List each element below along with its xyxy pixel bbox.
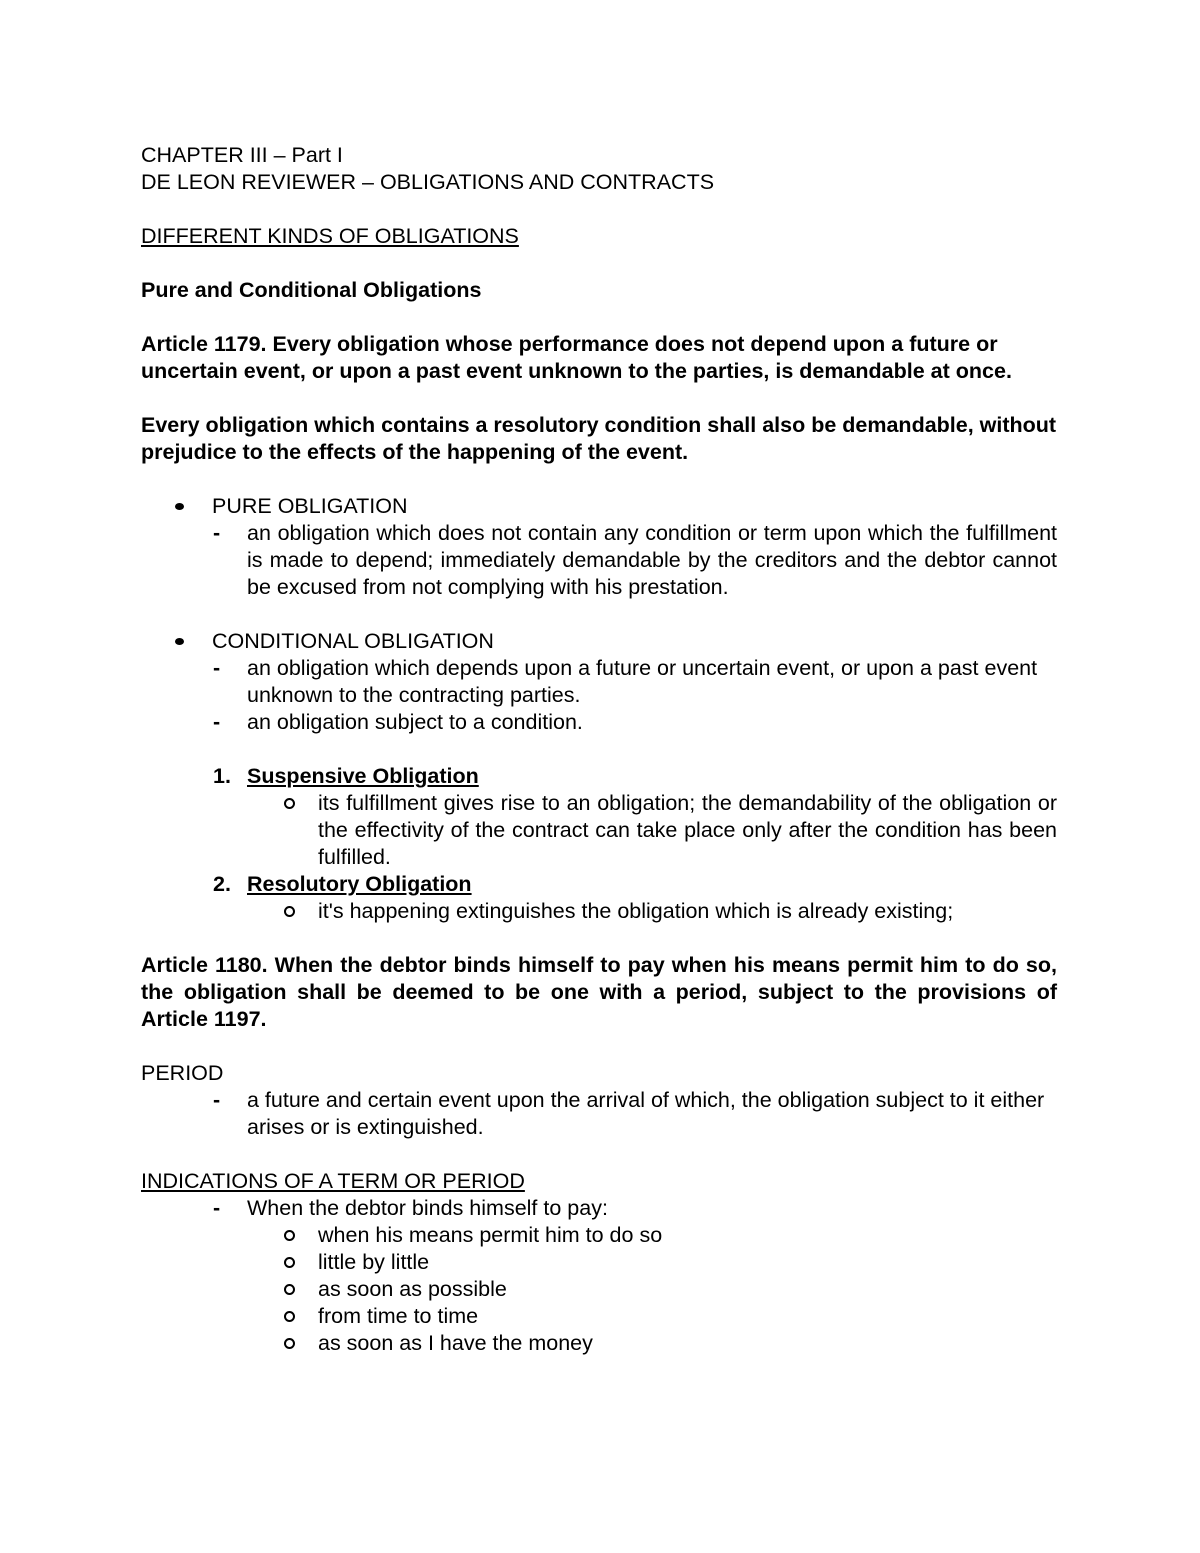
- indication-text: as soon as possible: [318, 1277, 507, 1301]
- list-number: 2.: [213, 872, 231, 896]
- period-title: PERIOD: [141, 1061, 224, 1085]
- dash-icon: -: [213, 1196, 221, 1220]
- circle-bullet-icon: [284, 1230, 295, 1241]
- conditional-obligation-definition-2: [141, 709, 1057, 736]
- circle-bullet-icon: [284, 1257, 295, 1268]
- indication-text: when his means permit him to do so: [318, 1223, 663, 1247]
- circle-bullet-icon: [284, 1284, 295, 1295]
- list-item: [141, 1276, 1057, 1303]
- bullet-icon: [175, 503, 184, 510]
- list-item: [141, 1330, 1057, 1357]
- resolutory-desc-text: it's happening extinguishes the obligation which is already existing;: [318, 899, 954, 923]
- suspensive-desc-text: its fulfillment gives rise to an obligation; the demandability of the obligation or the effectivity of the contract can take place only after the condition has been fulfilled.: [318, 791, 1057, 869]
- document-page: [141, 142, 1057, 1357]
- article-1179-resolutory-paragraph: Every obligation which contains a resolutory condition shall also be demandable, without prejudice to the effects of the happening of the event.: [141, 413, 1057, 464]
- indications-intro-text: When the debtor binds himself to pay:: [247, 1196, 608, 1220]
- indications-intro: [141, 1195, 1057, 1222]
- list-item: [141, 1222, 1057, 1249]
- subsection-title: Pure and Conditional Obligations: [141, 278, 482, 302]
- suspensive-obligation-title: Suspensive Obligation: [247, 764, 479, 788]
- suspensive-obligation-desc: [141, 790, 1057, 871]
- list-item: [141, 1303, 1057, 1330]
- article-1179-paragraph: Article 1179. Every obligation whose performance does not depend upon a future or uncertain event, or upon a past event unknown to the parties, is demandable at once.: [141, 332, 1012, 383]
- conditional-def-2-text: an obligation subject to a condition.: [247, 710, 583, 734]
- section-title: DIFFERENT KINDS OF OBLIGATIONS: [141, 224, 519, 248]
- conditional-obligation-definition-1: [141, 655, 1057, 709]
- conditional-obligation-item: [141, 628, 1057, 655]
- list-number: 1.: [213, 764, 231, 788]
- period-definition: [141, 1087, 1057, 1141]
- pure-obligation-item: [141, 493, 1057, 520]
- reviewer-heading: DE LEON REVIEWER – OBLIGATIONS AND CONTRACTS: [141, 170, 715, 194]
- conditional-obligation-title: CONDITIONAL OBLIGATION: [212, 629, 494, 653]
- bullet-icon: [175, 638, 184, 645]
- circle-bullet-icon: [284, 1311, 295, 1322]
- pure-obligation-definition: [141, 520, 1057, 601]
- resolutory-obligation-heading: [141, 871, 1057, 898]
- dash-icon: -: [213, 1088, 221, 1112]
- resolutory-obligation-desc: [141, 898, 1057, 925]
- indication-text: little by little: [318, 1250, 430, 1274]
- pure-obligation-def-text: an obligation which does not contain any condition or term upon which the fulfillment is made to depend; immediately demandable by the creditors and the debtor cannot be excused from not complying with his prestation.: [247, 521, 1057, 599]
- circle-bullet-icon: [284, 906, 295, 917]
- resolutory-obligation-title: Resolutory Obligation: [247, 872, 472, 896]
- suspensive-obligation-heading: [141, 763, 1057, 790]
- pure-obligation-title: PURE OBLIGATION: [212, 494, 408, 518]
- indication-text: from time to time: [318, 1304, 479, 1328]
- dash-icon: -: [213, 656, 221, 680]
- indications-title: INDICATIONS OF A TERM OR PERIOD: [141, 1169, 525, 1193]
- chapter-heading: CHAPTER III – Part I: [141, 143, 343, 167]
- circle-bullet-icon: [284, 798, 295, 809]
- conditional-def-1-text: an obligation which depends upon a future or uncertain event, or upon a past event unknown to the contracting parties.: [247, 656, 1038, 707]
- dash-icon: -: [213, 710, 221, 734]
- list-item: [141, 1249, 1057, 1276]
- article-1180-paragraph: Article 1180. When the debtor binds himself to pay when his means permit him to do so, the obligation shall be deemed to be one with a period, subject to the provisions of Article 1197.: [141, 953, 1057, 1031]
- circle-bullet-icon: [284, 1338, 295, 1349]
- period-def-text: a future and certain event upon the arrival of which, the obligation subject to it either arises or is extinguished.: [247, 1088, 1045, 1139]
- indication-text: as soon as I have the money: [318, 1331, 593, 1355]
- dash-icon: -: [213, 521, 221, 545]
